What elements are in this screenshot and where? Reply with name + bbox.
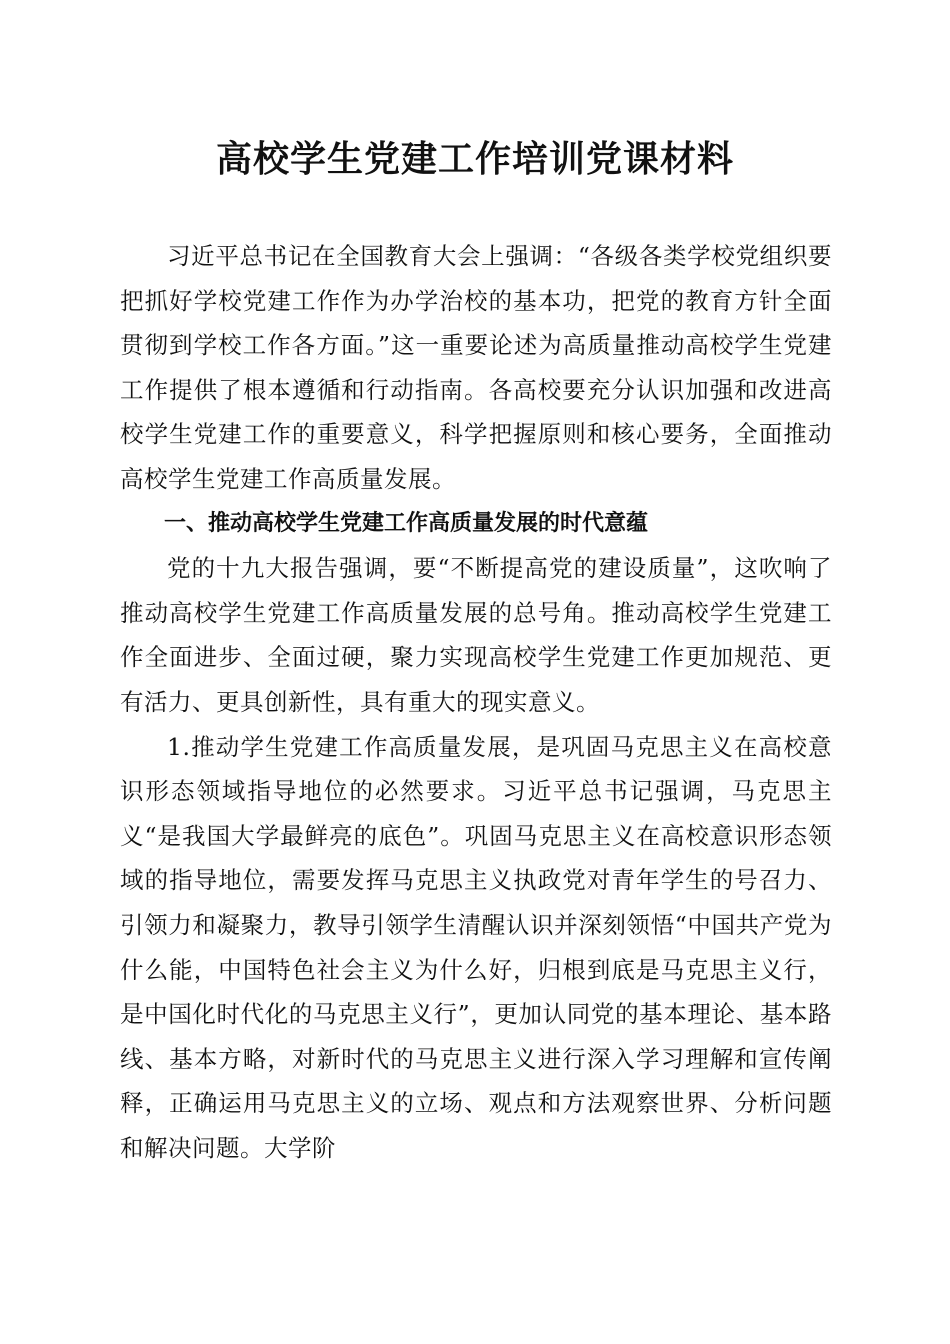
section-heading: 一、推动高校学生党建工作高质量发展的时代意蕴 (164, 510, 649, 536)
intro-paragraph: 习近平总书记在全国教育大会上强调：“各级各类学校党组织要把抓好学校党建工作作为办学治校的基本功，把党的教育方针全面贯彻到学校工作各方面。”这一重要论述为高质量推动高校学生党建工作提供了根本遵循和行动指南。各高校要充分认识加强和改进高校学生党建工作的重要意义，科学把握原则和核心要务，全面推动高校学生党建工作高质量发展。 (120, 242, 832, 493)
document-body (120, 234, 832, 1170)
section-paragraph: 党的十九大报告强调，要“不断提高党的建设质量”，这吹响了推动高校学生党建工作高质量发展的总号角。推动高校学生党建工作全面进步、全面过硬，聚力实现高校学生党建工作更加规范、更有活力、更具创新性，具有重大的现实意义。 (120, 554, 832, 716)
point-paragraph: 1.推动学生党建工作高质量发展，是巩固马克思主义在高校意识形态领域指导地位的必然要求。习近平总书记强调，马克思主义“是我国大学最鲜亮的底色”。巩固马克思主义在高校意识形态领域的指导地位，需要发挥马克思主义执政党对青年学生的号召力、引领力和凝聚力，教导引领学生清醒认识并深刻领悟“中国共产党为什么能，中国特色社会主义为什么好，归根到底是马克思主义行，是中国化时代化的马克思主义行”，更加认同党的基本理论、基本路线、基本方略，对新时代的马克思主义进行深入学习理解和宣传阐释，正确运用马克思主义的立场、观点和方法观察世界、分析问题和解决问题。大学阶 (120, 732, 832, 1162)
document-title: 高校学生党建工作培训党课材料 (215, 138, 734, 180)
